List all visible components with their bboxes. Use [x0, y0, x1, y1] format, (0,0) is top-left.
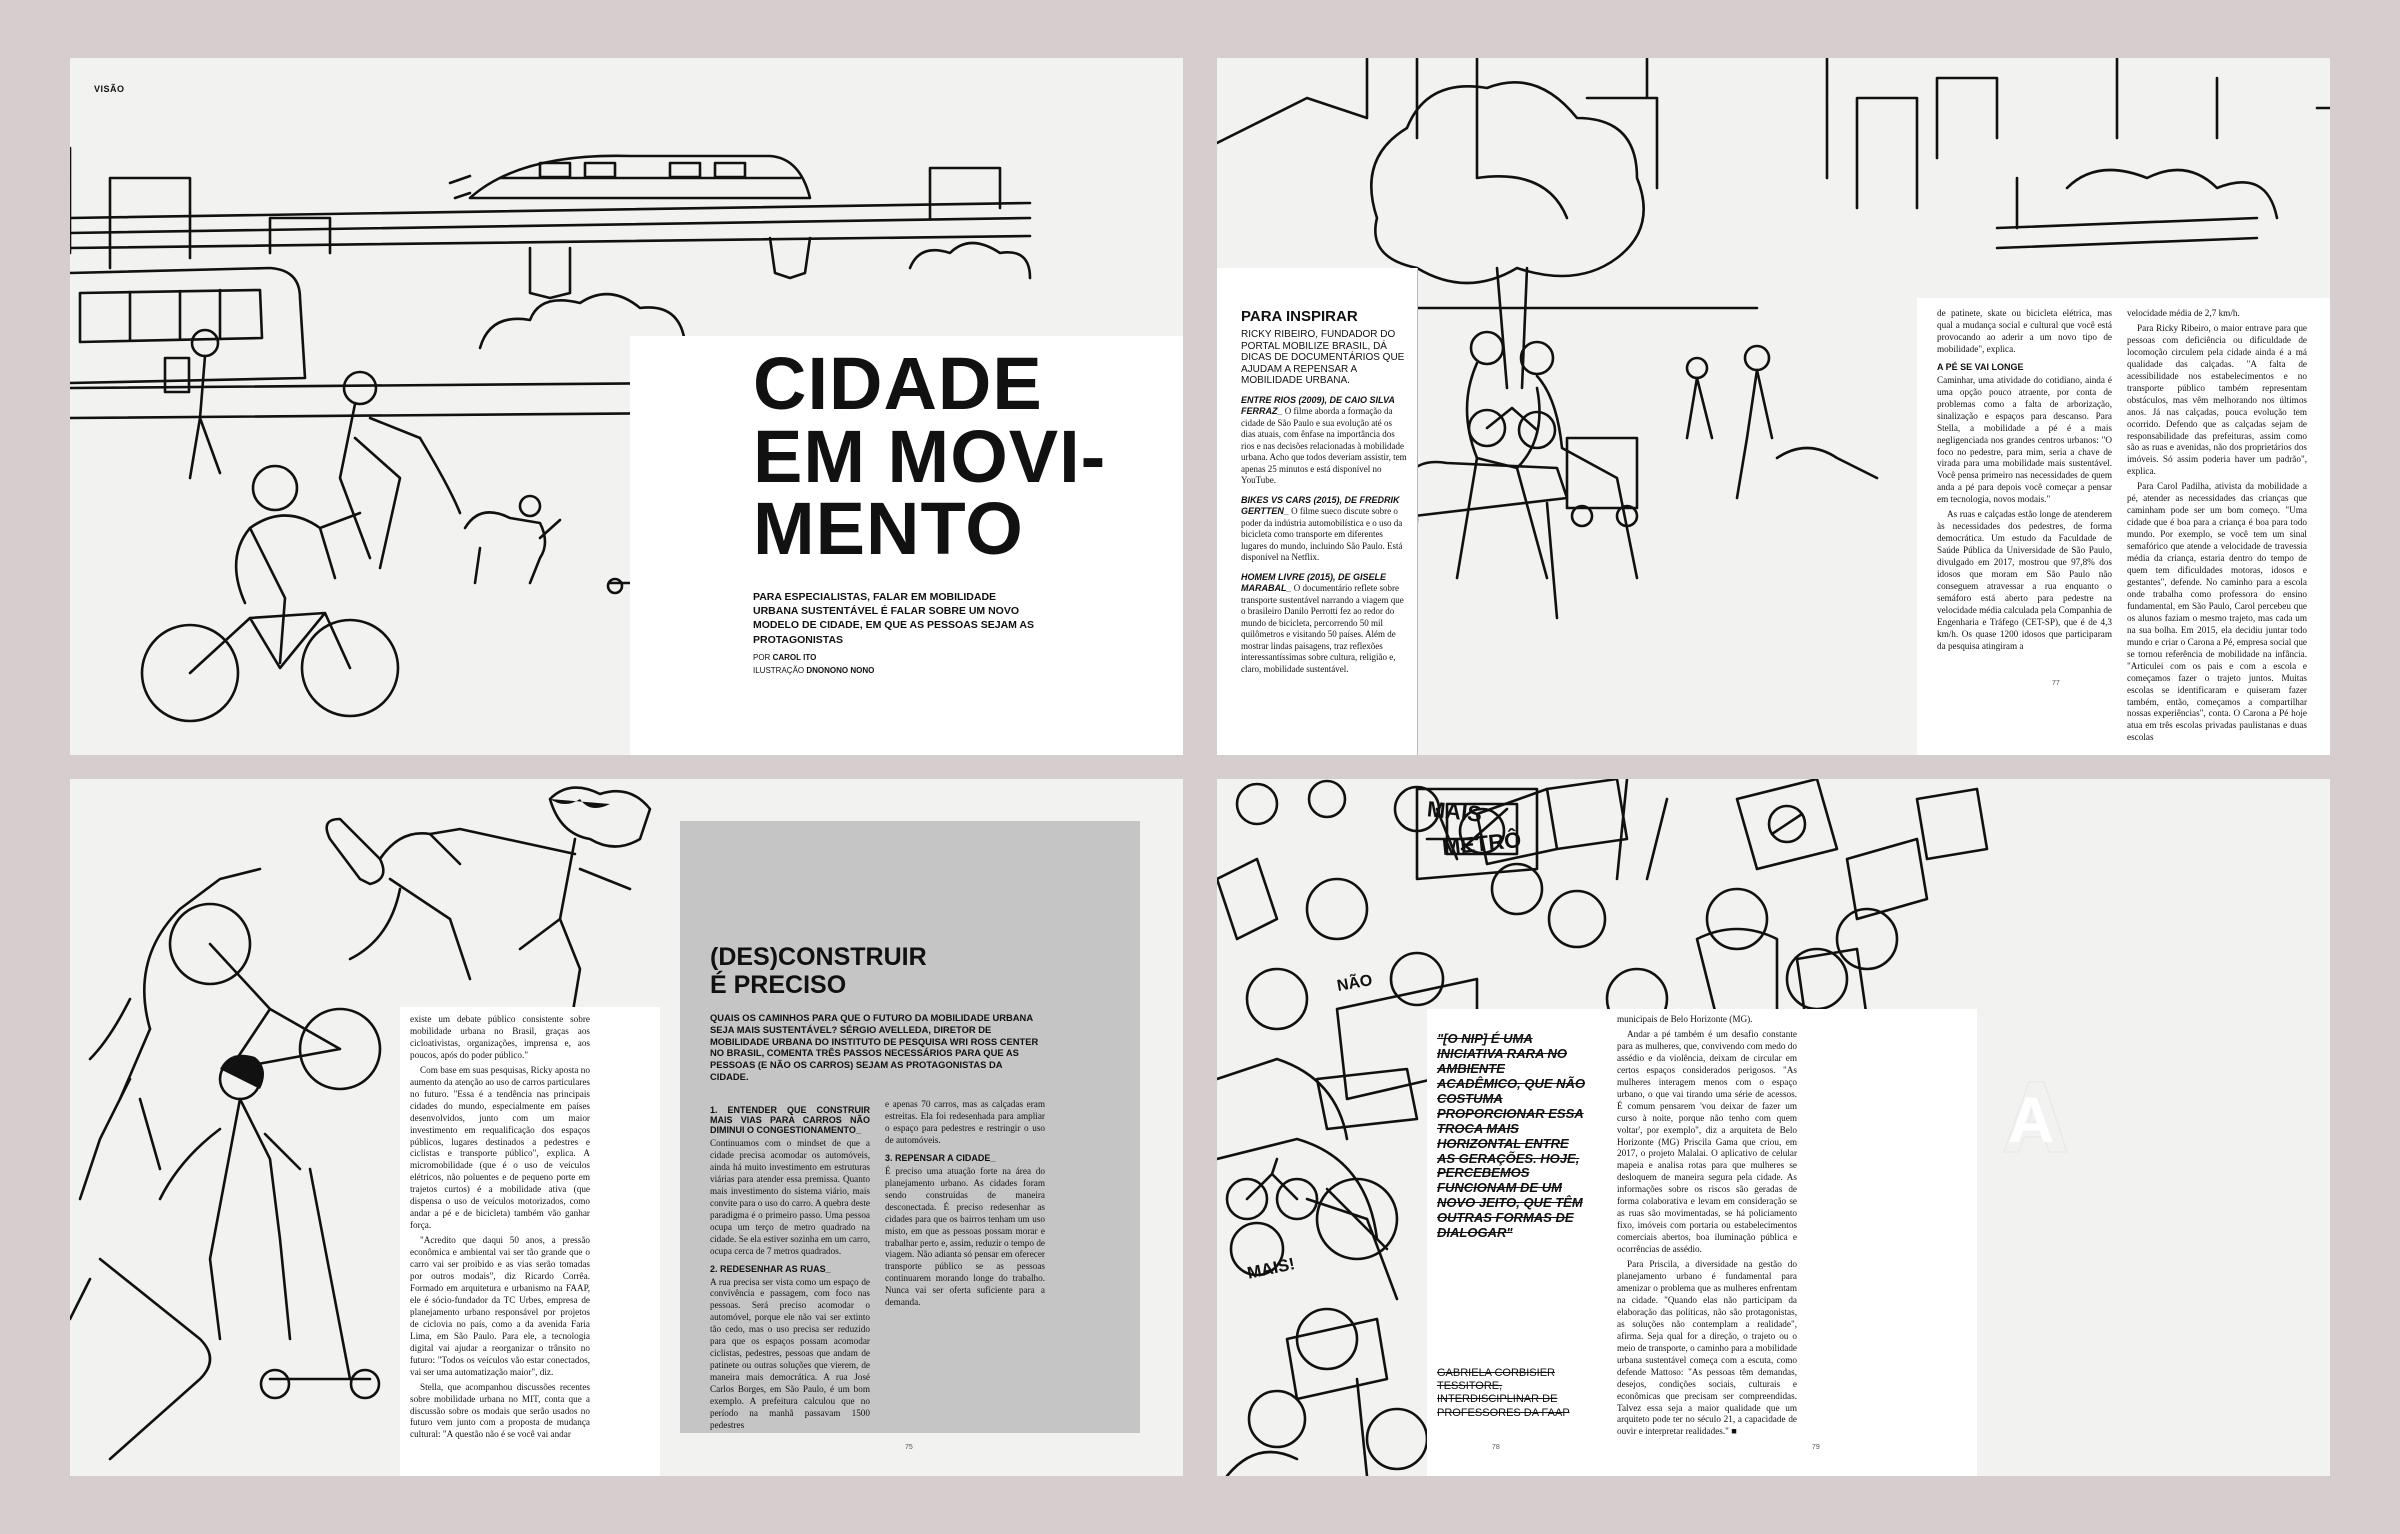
- page-number: 79: [1812, 1444, 1820, 1451]
- step-text: É preciso uma atuação forte na área do planejamento urbano. As cidades foram sendo construídas de maneira desconectada. É preciso redesenhar as cidades para que os bairros tenham um uso misto, em que as pessoas possam morar e trabalhar perto e, assim, reduzir o tempo de viagem. Não adianta só pensar em oferecer transporte público se as pessoas continuarem morando longe do trabalho. Nunca vai ser oferta suficiente para a demanda.: [885, 1165, 1045, 1308]
- body-column-2: [2127, 308, 2307, 747]
- illustration-label: ILUSTRAÇÃO: [753, 665, 805, 675]
- documentary-text: O filme sueco discute sobre o poder da indústria automobilística e o uso da bicicleta como transporte em diferentes lugares do mundo, incluindo São Paulo. Está disponível na Netflix.: [1241, 506, 1403, 563]
- body-column: [410, 1014, 590, 1444]
- title-line: EM MOVI-: [753, 414, 1107, 498]
- illustration-name: DNONONO NONO: [806, 665, 875, 675]
- page-number: 75: [905, 1444, 913, 1451]
- paragraph: "Acredito que daqui 50 anos, a pressão econômica e ambiental vai ser tão grande que o carro vai ser proibido e as vias serão tomadas por outros modais", diz Ricardo Corrêa. Formado em arquitetura e urbanismo na FAAP, ele é sócio-fundador da TC Urbes, empresa de planejamento urbano responsável por projetos de ciclovia no país, como a da avenida Faria Lima, em São Paulo. Para ele, a tecnologia digital vai ajudar a reorganizar o trânsito no futuro: "Todos os veículos vão estar conectados, vai ser uma automatização maior", diz.: [410, 1235, 590, 1377]
- pull-quote: "[O NIP] É UMA INICIATIVA RARA NO AMBIENTE ACADÊMICO, QUE NÃO COSTUMA PROPORCIONAR ESSA TROCA MAIS HORIZONTAL ENTRE AS GERAÇÕES. HOJE, PERCEBEMOS FUNCIONAM DE UM NOVO JEITO, QUE TÊM OUTRAS FORMAS DE DIALOGAR": [1437, 1031, 1586, 1241]
- sidebar-heading: PARA INSPIRAR: [1241, 308, 1358, 325]
- title-line: É PRECISO: [710, 970, 847, 999]
- documentary-text: O documentário reflete sobre transporte sustentável narrando a viagem que o brasileiro Danilo Perrotti fez ao redor do mundo de bicicleta, percorrendo 50 mil quilômetros e visitando 50 países. Além de mostrar lindas paisagens, traz reflexões interessantíssimas sobre cultura, religião e, claro, mobilidade sustentável.: [1241, 583, 1404, 674]
- spread-desconstruir: [70, 779, 1183, 1476]
- documentary-entry: [1241, 572, 1407, 676]
- step-heading: 3. REPENSAR A CIDADE_: [885, 1152, 996, 1163]
- spread-cidade-em-movimento: [70, 58, 1183, 755]
- sidebar-intro: RICKY RIBEIRO, FUNDADOR DO PORTAL MOBILIZE BRASIL, DÁ DICAS DE DOCUMENTÁRIOS QUE AJUDAM A REPENSAR A MOBILIDADE URBANA.: [1241, 329, 1405, 386]
- inspiration-sidebar: [1241, 308, 1407, 683]
- body-column-1: [1937, 308, 2112, 656]
- title-line: CIDADE: [753, 342, 1043, 425]
- documentary-entry: [1241, 495, 1407, 564]
- paragraph: Para Ricky Ribeiro, o maior entrave para que pessoas com deficiência ou dificuldade de locomoção circulem pela cidade ainda é a má qualidade das calçadas. "A falta de acessibilidade nos estabelecimentos e no transporte público também representam obstáculos, mas vêm melhorando nos últimos anos. Já nas calçadas, pouca evolução tem ocorrido. Defendo que as calçadas sejam de responsabilidade das prefeituras, assim como são as ruas e avenidas, não dos proprietários dos imóveis. Só assim poderia haver um padrão", explica.: [2127, 322, 2307, 477]
- box-lede: QUAIS OS CAMINHOS PARA QUE O FUTURO DA MOBILIDADE URBANA SEJA MAIS SUSTENTÁVEL? SÉRGIO AVELLEDA, DIRETOR DE MOBILIDADE URBANA DO INSTITUTO DE PESQUISA WRI ROSS CENTER NO BRASIL, COMENTA TRÊS PASSOS NECESSÁRIOS PARA QUE AS PESSOAS (E NÃO OS CARROS) SEJAM AS PROTAGONISTAS DA CIDADE.: [710, 1012, 1039, 1082]
- page-number: 77: [2052, 680, 2060, 687]
- byline-label: POR: [753, 653, 771, 662]
- page-number: 78: [1492, 1444, 1500, 1451]
- paragraph: Para Priscila, a diversidade na gestão do planejamento urbano é fundamental para amenizar o problema que as mulheres enfrentam na cidade. "Quando elas não participam da elaboração das políticas, não são protagonistas, as soluções não contemplam a realidade", afirma. Seja qual for a direção, o trajeto ou o meio de transporte, o caminho para a mobilidade urbana sustentável começa com a escuta, como defende Mattoso: "As pessoas têm demandas, desejos, condições sociais, culturais e econômicas que precisam ser compreendidas. Talvez essa seja a maior qualidade que um arquiteto pode ter no século 21, a capacidade de ouvir e interpretar realidades." ■: [1617, 1259, 1797, 1437]
- documentary-title: HOMEM LIVRE (2015), DE GISELE MARABAL_: [1241, 571, 1387, 594]
- documentary-title: ENTRE RIOS (2009), DE CAIO SILVA FERRAZ_: [1241, 394, 1395, 417]
- spread-protest: [1217, 779, 2330, 1476]
- protest-sign-text: MAIS: [1425, 796, 1484, 827]
- section-heading: A PÉ SE VAI LONGE: [1937, 361, 2024, 372]
- drop-cap-letter: A: [2008, 1084, 2055, 1156]
- paragraph: Com base em suas pesquisas, Ricky aposta no aumento da atenção ao uso de carros particulares no futuro. "Essa é a tendência nas principais cidades do mundo, especialmente em países desenvolvidos, junto com um maior investimento em requalificação dos espaços públicos, lugares destinados a pedestres e ciclistas e transporte público", explica. A micromobilidade (que é o uso de veículos elétricos, não poluentes e de pequeno porte em trajetos curtos) é a mobilidade ativa (que dispensa o uso de veículos motorizados, como andar a pé e de bicicleta) também vão ganhar força.: [410, 1064, 590, 1231]
- paragraph: Caminhar, uma atividade do cotidiano, ainda é uma opção pouco atraente, por conta de problemas como a falta de arborização, sinalização e espaços para descanso. Para Stella, a mobilidade a pé é a mais negligenciada nos grandes centros urbanos: "O foco no pedestre, para mim, seria a chave de virada para uma mobilidade mais sustentável. Você pensa primeiro nas necessidades de quem anda a pé para depois você começar a pensar em tecnologia, novos modais.": [1937, 374, 2112, 505]
- byline-name: CAROL ITO: [772, 653, 817, 662]
- paragraph: Andar a pé também é um desafio constante para as mulheres, que, convivendo com medo do assédio e da violência, deixam de circular em certos espaços considerados perigosos. "As mulheres interagem menos com o espaço urbano, o que vai tirando uma série de acessos. É comum pensarem 'vou deixar de fazer um curso à noite, porque não tenho com quem voltar', por exemplo", diz a arquiteta de Belo Horizonte (MG) Priscila Gama que criou, em 2017, o projeto Malalai. O aplicativo de celular mapeia e analisa rotas para que mulheres se desloquem de maneira segura pela cidade. As informações sobre os riscos são geradas de forma colaborativa e levam em consideração se as ruas são movimentadas, se há policiamento fixo, imóveis com portaria ou estabelecimentos comerciais abertos, boa iluminação pública e ocorrências de assédio.: [1617, 1028, 1797, 1255]
- box-title: [710, 944, 1010, 999]
- pull-quote-author: GABRIELA CORBISIER TESSITORE, INTERDISCIPLINAR DE PROFESSORES DA FAAP: [1437, 1367, 1570, 1419]
- step-text: A rua precisa ser vista como um espaço de convivência e passagem, com foco nas pessoas. Será preciso acomodar o automóvel, porque ele não vai ser extinto tão cedo, mas o uso precisa ser reduzido para que os espaços possam acomodar ciclistas, pedestres, pessoas que andam de patinete ou outras soluções que vierem, de maneira mais democrática. A rua José Carlos Borges, em São Paulo, é um bom exemplo. A prefeitura calculou que no período na manhã passavam 1500 pedestres: [710, 1276, 870, 1430]
- section-tag: VISÃO: [94, 84, 125, 94]
- step-text: e apenas 70 carros, mas as calçadas eram estreitas. Ela foi redesenhada para ampliar o espaço para pedestres e restringir o uso de automóveis.: [885, 1099, 1045, 1145]
- step-heading: 2. REDESENHAR AS RUAS_: [710, 1263, 831, 1274]
- paragraph: existe um debate público consistente sobre mobilidade urbana no Brasil, graças aos cicloativistas, organizações, imprensa e, aos poucos, após do poder público.": [410, 1014, 590, 1060]
- paragraph: de patinete, skate ou bicicleta elétrica, mas qual a mudança social e cultural que você está provocando ao aderir a um novo tipo de mobilidade", explica.: [1937, 308, 2112, 354]
- title-line: MENTO: [753, 487, 1024, 571]
- paragraph: Para Carol Padilha, ativista da mobilidade a pé, atender as necessidades das crianças que caminham pode ser um bom começo. "Uma cidade que é boa para a criança é boa para todo mundo. Por exemplo, se você tem um sinal semafórico que atende a velocidade de travessia média da criança, estaria dentro do tempo de quem tem dificuldades motoras, idosos e gestantes", defende. No caminho para a escola onde trabalha como professora do ensino fundamental, em São Paulo, Carol percebeu que os alunos faziam o mesmo trajeto, mas cada um na sua bolha. Em 2015, ela decidiu juntar todo mundo e criar o Carona a Pé, empresa social que se tornou referência de mobilidade na infância. "Articulei com os pais e com a escola e começamos fazer o trajeto juntos. Muitas escolas se identificaram e quiseram fazer também, então, começamos a compartilhar nossas experiências", conta. O Carona a Pé hoje atua em três escolas privadas paulistanas e duas escolas: [2127, 481, 2307, 743]
- article-subtitle: PARA ESPECIALISTAS, FALAR EM MOBILIDADE URBANA SUSTENTÁVEL É FALAR SOBRE UM NOVO MODELO DE CIDADE, EM QUE AS PESSOAS SEJAM AS PROTAGONISTAS: [753, 591, 1035, 646]
- spread-para-inspirar: [1217, 58, 2330, 755]
- box-column-2: [885, 1099, 1045, 1312]
- documentary-entry: [1241, 395, 1407, 487]
- title-line: (DES)CONSTRUIR: [710, 943, 927, 971]
- box-column-1: [710, 1099, 870, 1435]
- documentary-title: BIKES VS CARS (2015), DE FREDRIK GERTTEN_: [1241, 494, 1400, 517]
- body-column: [1617, 1014, 1797, 1441]
- paragraph: Stella, que acompanhou discussões recentes sobre mobilidade urbana no MIT, conta que a discussão sobre os modais que serão usados no futuro vem junto com a proposta de mudança cultural: "A questão não é se você vai andar: [410, 1381, 590, 1440]
- protest-sign-text: METRÔ: [1440, 826, 1523, 861]
- paragraph: municipais de Belo Horizonte (MG).: [1617, 1014, 1753, 1024]
- protest-sign-text: NÃO: [1335, 972, 1374, 995]
- documentary-text: O filme aborda a formação da cidade de São Paulo e sua evolução até os dias atuais, com ênfase na importância dos rios e nas decisões relacionadas à mobilidade urbana. Acho que todos deveriam assistir, tem apenas 25 minutos e está disponível no YouTube.: [1241, 406, 1407, 486]
- credits: [753, 652, 874, 678]
- page-title: [753, 342, 1173, 571]
- protest-sign-text: MAIS!: [1245, 1254, 1297, 1283]
- paragraph: As ruas e calçadas estão longe de atenderem às necessidades dos pedestres, de forma democrática. Um estudo da Faculdade de Saúde Pública da Universidade de São Paulo, divulgado em 2017, mostrou que 97,8% dos idosos que moram em São Paulo não conseguem atravessar a rua enquanto o semáforo está aberto para pedestre na velocidade média calculada pela Companhia de Engenharia e Tráfego (CET-SP), que é de 4,3 km/h. Os quase 1200 idosos que participaram da pesquisa atingiram a: [1937, 509, 2112, 651]
- step-text: Continuamos com o mindset de que a cidade precisa acomodar os automóveis, ainda há muito investimento em estruturas viárias para atender essa premissa. Quanto mais investimento do sistema viário, mais convite para o uso do carro. A quebra deste paradigma é o primeiro passo. Uma pessoa ocupa um terço de metro quadrado na cidade. Se ela estiver sozinha em um carro, ocupa cerca de 7 metros quadrados.: [710, 1138, 870, 1256]
- step-heading: 1. ENTENDER QUE CONSTRUIR MAIS VIAS PARA CARROS NÃO DIMINUI O CONGESTIONAMENTO_: [710, 1105, 870, 1135]
- paragraph: velocidade média de 2,7 km/h.: [2127, 308, 2240, 318]
